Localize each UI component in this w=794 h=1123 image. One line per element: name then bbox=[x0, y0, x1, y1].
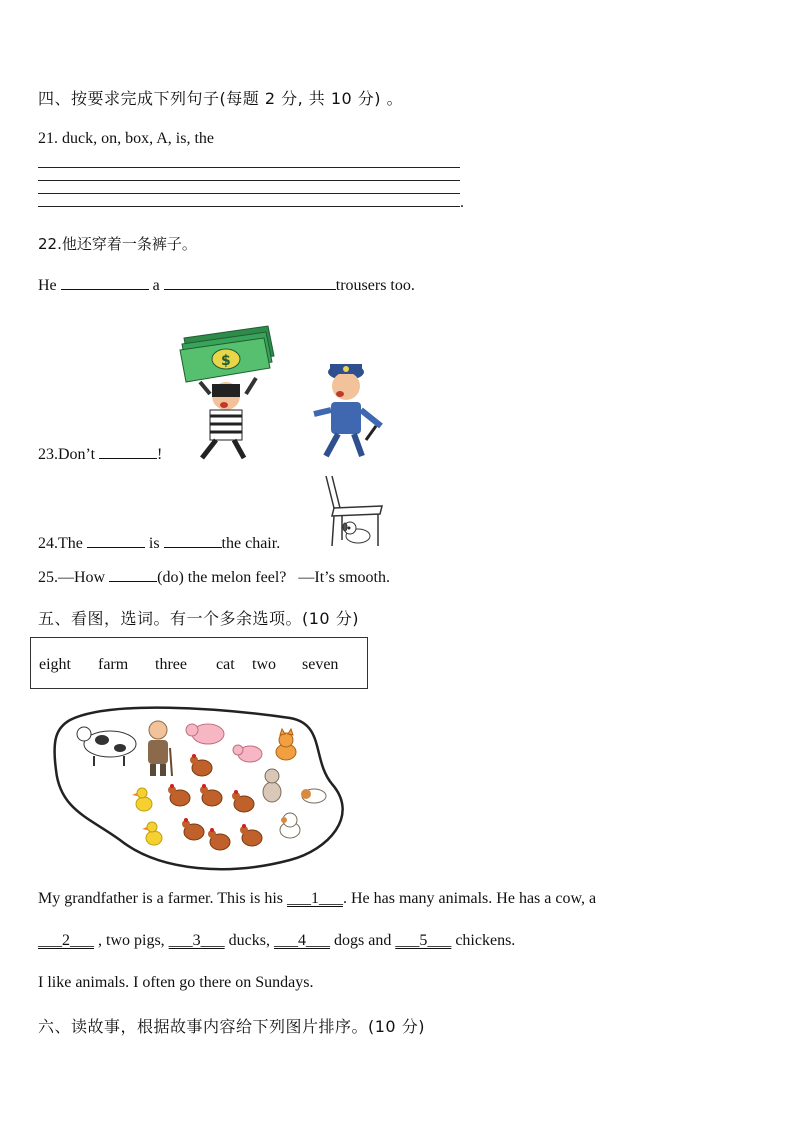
dog-icon bbox=[343, 522, 370, 543]
q22-chinese: 22.他还穿着一条裤子。 bbox=[38, 235, 197, 253]
q24-part-1: 24.The bbox=[38, 535, 83, 552]
passage-blank-4[interactable]: ___4___ bbox=[274, 932, 330, 949]
q23-text: 23.Don’t bbox=[38, 446, 96, 463]
q22-word-he: He bbox=[38, 277, 57, 294]
farm-illustration bbox=[50, 700, 352, 872]
section4-heading: 四、按要求完成下列句子(每题 2 分, 共 10 分) 。 bbox=[38, 89, 404, 108]
q23-blank[interactable] bbox=[99, 444, 157, 459]
word-choice-box bbox=[30, 637, 368, 689]
passage-text-2a: , two pigs, bbox=[94, 932, 169, 949]
passage-blank-1[interactable]: ___1___ bbox=[286, 890, 343, 907]
passage-line-2 bbox=[38, 932, 515, 950]
passage-text-2d: chickens. bbox=[451, 932, 516, 949]
word-option-cat[interactable]: cat bbox=[216, 656, 235, 673]
q25-blank[interactable] bbox=[109, 567, 157, 582]
q21-answer-line-3[interactable] bbox=[38, 193, 460, 194]
q22-blank-1[interactable] bbox=[61, 275, 149, 290]
money-stack-icon bbox=[180, 326, 274, 382]
dog-icon-2 bbox=[301, 789, 326, 803]
q23-end: ! bbox=[157, 446, 163, 463]
passage-text-2b: ducks, bbox=[224, 932, 274, 949]
svg-text:$: $ bbox=[221, 353, 231, 369]
word-option-two[interactable]: two bbox=[252, 656, 276, 673]
q21-prompt: 21. duck, on, box, A, is, the bbox=[38, 130, 214, 147]
q22-word-trousers: trousers too. bbox=[335, 277, 415, 294]
word-option-seven[interactable]: seven bbox=[302, 656, 339, 673]
q25-part-2: (do) the melon feel? bbox=[157, 569, 287, 586]
q25-part-1: 25.—How bbox=[38, 569, 106, 586]
section6-heading: 六、读故事，根据故事内容给下列图片排序。(10 分) bbox=[38, 1017, 425, 1036]
passage-line-3: I like animals. I often go there on Sundays. bbox=[38, 974, 314, 991]
q21-answer-line-1[interactable] bbox=[38, 167, 460, 168]
word-option-farm[interactable]: farm bbox=[98, 656, 129, 673]
word-option-eight[interactable]: eight bbox=[39, 656, 71, 673]
q24-sentence bbox=[38, 533, 280, 553]
q22-sentence bbox=[38, 275, 415, 295]
q25-sentence bbox=[38, 567, 390, 587]
passage-text-1a: My grandfather is a farmer. This is his bbox=[38, 890, 287, 907]
q24-blank-2[interactable] bbox=[164, 533, 222, 548]
passage-text-2c: dogs and bbox=[330, 932, 396, 949]
q24-blank-1[interactable] bbox=[87, 533, 145, 548]
passage-blank-5[interactable]: ___5___ bbox=[395, 932, 452, 949]
policeman-figure bbox=[314, 364, 381, 456]
q24-part-2: is bbox=[148, 535, 160, 552]
q22-blank-2[interactable] bbox=[164, 275, 336, 290]
q22-word-a: a bbox=[152, 277, 160, 294]
passage-line-1 bbox=[38, 890, 596, 908]
thief-figure bbox=[200, 378, 256, 458]
q23-sentence bbox=[38, 444, 162, 464]
dog-icon-1 bbox=[263, 769, 281, 802]
q24-part-3: the chair. bbox=[221, 535, 281, 552]
q25-part-3: —It’s smooth. bbox=[298, 569, 390, 586]
passage-blank-3[interactable]: ___3___ bbox=[168, 932, 225, 949]
q21-answer-line-4[interactable] bbox=[38, 206, 460, 207]
word-option-three[interactable]: three bbox=[155, 656, 187, 673]
thief-police-illustration bbox=[176, 322, 396, 464]
q21-end-mark: . bbox=[460, 194, 464, 211]
passage-text-1b: . He has many animals. He has a cow, a bbox=[342, 890, 597, 907]
section5-heading: 五、看图，选词。有一个多余选项。(10 分) bbox=[38, 609, 359, 628]
q21-answer-line-2[interactable] bbox=[38, 180, 460, 181]
chair-dog-illustration bbox=[320, 474, 386, 550]
passage-blank-2[interactable]: ___2___ bbox=[38, 932, 94, 949]
